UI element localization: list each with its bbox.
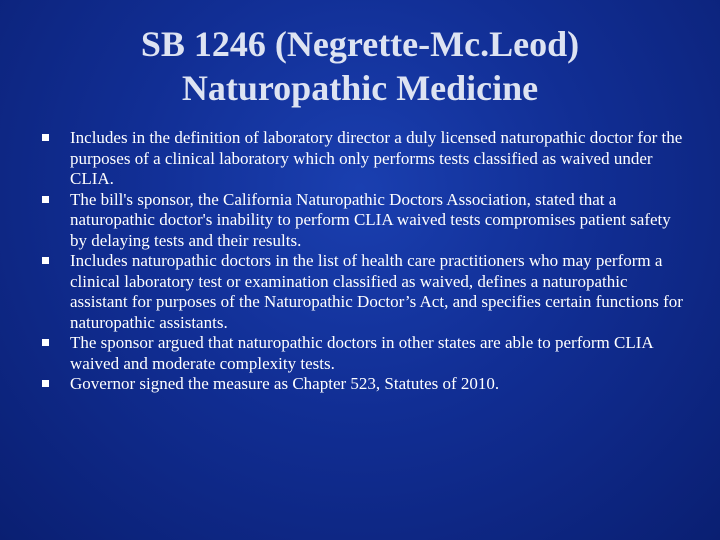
slide-title-line-1: SB 1246 (Negrette-Mc.Leod) bbox=[140, 24, 580, 64]
slide-title-line-2: Naturopathic Medicine bbox=[181, 68, 539, 108]
square-bullet-icon bbox=[42, 134, 49, 141]
bullet-item bbox=[40, 128, 685, 190]
bullet-text: Includes naturopathic doctors in the list of health care practitioners who may perform a clinical laboratory test or examination classified as waived, defines a naturopathic assistant for purposes of the Naturopathic Doctor’s Act, and specifies certain functions for naturopathic assistants. bbox=[70, 251, 683, 332]
square-bullet-icon bbox=[42, 257, 49, 264]
square-bullet-icon bbox=[42, 380, 49, 387]
bullet-text: The sponsor argued that naturopathic doctors in other states are able to perform CLIA waived and moderate complexity tests. bbox=[70, 333, 653, 373]
bullet-item bbox=[40, 333, 685, 374]
square-bullet-icon bbox=[42, 339, 49, 346]
bullet-list bbox=[40, 128, 685, 395]
bullet-item bbox=[40, 374, 685, 395]
bullet-item bbox=[40, 190, 685, 252]
bullet-text: Governor signed the measure as Chapter 523, Statutes of 2010. bbox=[70, 374, 500, 393]
bullet-text: The bill's sponsor, the California Naturopathic Doctors Association, stated that a naturopathic doctor's inability to perform CLIA waived tests compromises patient safety by delaying tests and their results. bbox=[70, 189, 671, 250]
bullet-text: Includes in the definition of laboratory director a duly licensed naturopathic doctor for the purposes of a clinical laboratory which only performs tests classified as waived under CLIA. bbox=[70, 128, 683, 188]
slide-title bbox=[0, 22, 720, 110]
bullet-item bbox=[40, 251, 685, 333]
square-bullet-icon bbox=[42, 196, 49, 203]
